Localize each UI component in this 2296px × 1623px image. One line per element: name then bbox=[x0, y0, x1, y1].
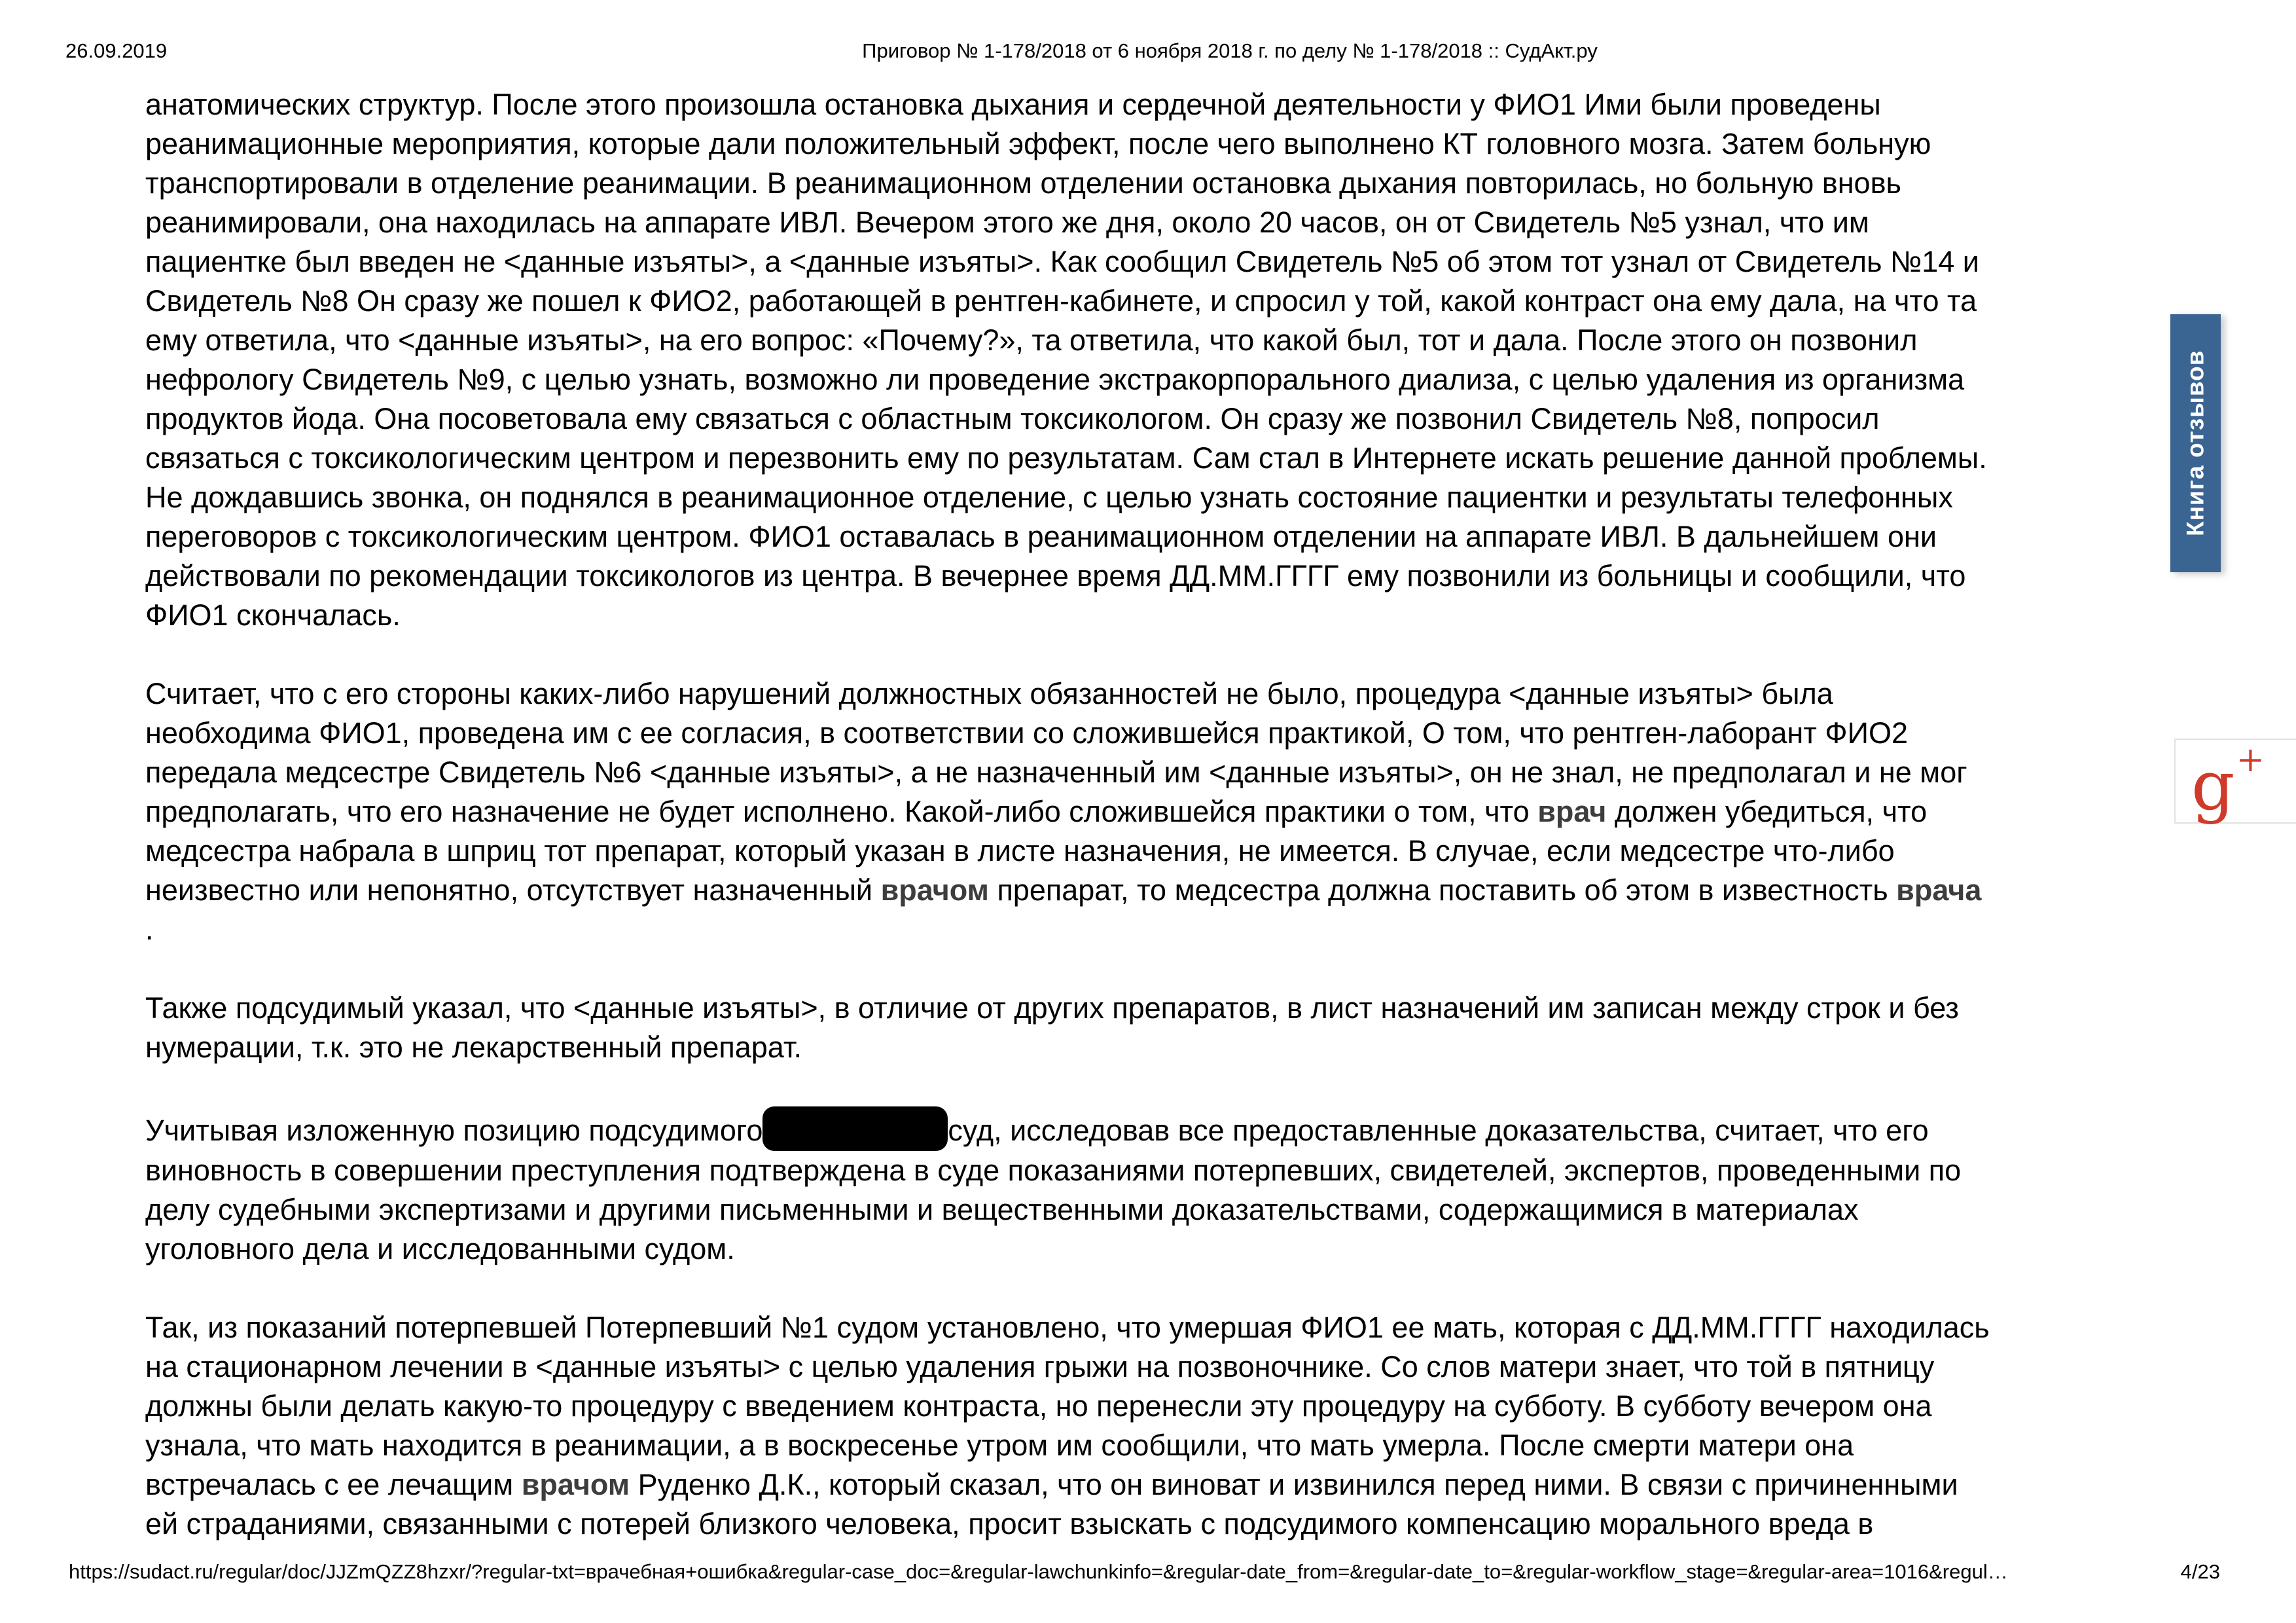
text-line bbox=[145, 124, 2148, 164]
text-segment: нефрологу Свидетель №9, с целью узнать, возможно ли проведение экстракорпорального диализа, с целью удаления из организма bbox=[145, 363, 1965, 396]
text-line bbox=[145, 1308, 2148, 1347]
text-segment: связаться с токсикологическим центром и перезвонить ему по результатам. Сам стал в Интернете искать решение данной проблемы. bbox=[145, 441, 1987, 475]
text-line bbox=[145, 1230, 2148, 1269]
highlighted-term: врачом bbox=[880, 873, 989, 907]
text-line bbox=[145, 242, 2148, 282]
text-line bbox=[145, 282, 2148, 321]
text-segment: уголовного дела и исследованными судом. bbox=[145, 1232, 735, 1266]
text-line bbox=[145, 203, 2148, 242]
text-segment: Не дождавшись звонка, он поднялся в реанимационное отделение, с целью узнать состояние пациентки и результаты телефонных bbox=[145, 481, 1953, 514]
page-number: 4/23 bbox=[2180, 1560, 2220, 1583]
text-line bbox=[145, 1347, 2148, 1387]
page-title: Приговор № 1-178/2018 от 6 ноября 2018 г. по делу № 1-178/2018 :: СудАкт.ру bbox=[862, 39, 1598, 62]
text-segment: действовали по рекомендации токсикологов из центра. В вечернее время ДД.ММ.ГГГГ ему позвонили из больницы и сообщили, что bbox=[145, 559, 1966, 593]
text-segment: предполагать, что его назначение не будет исполнено. Какой-либо сложившейся практики о том, что bbox=[145, 795, 1538, 828]
document-body bbox=[145, 85, 2148, 1583]
paragraph-5 bbox=[145, 1308, 2148, 1544]
text-segment: реанимационные мероприятия, которые дали положительный эффект, после чего выполнено КТ головного мозга. Затем больную bbox=[145, 127, 1931, 160]
text-segment: встречалась с ее лечащим bbox=[145, 1468, 522, 1501]
highlighted-term: врачом bbox=[521, 1468, 630, 1501]
text-segment: нумерации, т.к. это не лекарственный препарат. bbox=[145, 1030, 802, 1064]
text-line bbox=[145, 753, 2148, 792]
text-segment: Учитывая изложенную позицию подсудимого bbox=[145, 1114, 763, 1147]
text-segment: анатомических структур. После этого произошла остановка дыхания и сердечной деятельности у ФИО1 Ими были проведены bbox=[145, 88, 1881, 121]
text-line bbox=[145, 478, 2148, 517]
text-segment: ему ответила, что <данные изъяты>, на его вопрос: «Почему?», та ответила, что какой был, тот и дала. После этого он позвонил bbox=[145, 323, 1918, 357]
text-line bbox=[145, 399, 2148, 439]
text-line bbox=[145, 1426, 2148, 1465]
text-segment: должен убедиться, что bbox=[1606, 795, 1928, 828]
text-line bbox=[145, 164, 2148, 203]
text-line bbox=[145, 85, 2148, 124]
paragraph-4 bbox=[145, 1106, 2148, 1269]
text-segment: пациентке был введен не <данные изъяты>, а <данные изъяты>. Как сообщил Свидетель №5 об этом тот узнал от Свидетель №14 и bbox=[145, 245, 1979, 278]
text-line bbox=[145, 1151, 2148, 1190]
text-line bbox=[145, 989, 2148, 1028]
text-line bbox=[145, 1504, 2148, 1544]
print-date: 26.09.2019 bbox=[65, 39, 168, 62]
text-line bbox=[145, 1106, 2148, 1151]
google-plus-share-box[interactable] bbox=[2174, 739, 2296, 824]
text-segment: необходима ФИО1, проведена им с ее согласия, в соответствии со сложившейся практикой, О том, что рентген-лаборант ФИО2 bbox=[145, 716, 1908, 750]
feedback-book-tab[interactable]: Книга отзывов bbox=[2170, 314, 2221, 572]
paragraph-3 bbox=[145, 989, 2148, 1067]
text-segment: переговоров с токсикологическим центром. ФИО1 оставалась в реанимационном отделении на аппарате ИВЛ. В дальнейшем они bbox=[145, 520, 1937, 553]
text-segment: Руденко Д.К., который сказал, что он виноват и извинился перед ними. В связи с причиненными bbox=[630, 1468, 1958, 1501]
google-plus-icon[interactable]: g+ bbox=[2191, 740, 2265, 826]
text-line bbox=[145, 831, 2148, 871]
paragraph-1 bbox=[145, 85, 2148, 635]
text-line bbox=[145, 674, 2148, 714]
text-line bbox=[145, 439, 2148, 478]
text-line bbox=[145, 517, 2148, 556]
text-segment: на стационарном лечении в <данные изъяты> с целью удаления грыжи на позвоночнике. Со слов матери знает, что той в пятницу bbox=[145, 1350, 1935, 1383]
text-segment: ФИО1 скончалась. bbox=[145, 598, 401, 632]
text-segment: передала медсестре Свидетель №6 <данные изъяты>, а не назначенный им <данные изъяты>, он не знал, не предполагал и не мог bbox=[145, 756, 1967, 789]
highlighted-term: врач bbox=[1537, 795, 1607, 828]
text-line bbox=[145, 1028, 2148, 1067]
text-line bbox=[145, 1465, 2148, 1504]
text-segment: реанимировали, она находилась на аппарате ИВЛ. Вечером этого же дня, около 20 часов, он от Свидетель №5 узнал, что им bbox=[145, 206, 1869, 239]
redaction-box bbox=[762, 1106, 948, 1151]
text-segment: транспортировали в отделение реанимации. В реанимационном отделении остановка дыхания повторилась, но больную вновь bbox=[145, 166, 1901, 200]
highlighted-term: врача bbox=[1896, 873, 1982, 907]
text-segment: должны были делать какую-то процедуру с введением контраста, но перенесли эту процедуру на субботу. В субботу вечером она bbox=[145, 1389, 1932, 1423]
text-line bbox=[145, 556, 2148, 596]
text-line bbox=[145, 871, 2148, 910]
text-segment: препарат, то медсестра должна поставить об этом в известность bbox=[988, 873, 1897, 907]
text-segment: . bbox=[145, 913, 154, 946]
text-segment: узнала, что мать находится в реанимации, а в воскресенье утром им сообщили, что мать умерла. После смерти матери она bbox=[145, 1429, 1854, 1462]
text-line bbox=[145, 360, 2148, 399]
text-segment: неизвестно или непонятно, отсутствует назначенный bbox=[145, 873, 881, 907]
text-segment: Считает, что с его стороны каких-либо нарушений должностных обязанностей не было, процедура <данные изъяты> была bbox=[145, 677, 1833, 710]
text-line bbox=[145, 714, 2148, 753]
text-segment: делу судебными экспертизами и другими письменными и вещественными доказательствами, содержащимися в материалах bbox=[145, 1193, 1859, 1226]
text-segment: продуктов йода. Она посоветовала ему связаться с областным токсикологом. Он сразу же позвонил Свидетель №8, попросил bbox=[145, 402, 1880, 435]
text-segment: Также подсудимый указал, что <данные изъяты>, в отличие от других препаратов, в лист назначений им записан между строк и без bbox=[145, 991, 1959, 1025]
text-segment: Так, из показаний потерпевшей Потерпевший №1 судом установлено, что умершая ФИО1 ее мать, которая с ДД.ММ.ГГГГ находилась bbox=[145, 1311, 1990, 1344]
text-segment: ей страданиями, связанными с потерей близкого человека, просит взыскать с подсудимого компенсацию морального вреда в bbox=[145, 1507, 1874, 1541]
text-line bbox=[145, 792, 2148, 831]
paragraph-2 bbox=[145, 674, 2148, 949]
text-line bbox=[145, 910, 2148, 949]
text-line bbox=[145, 321, 2148, 360]
text-segment: медсестра набрала в шприц тот препарат, который указан в листе назначения, не имеется. В случае, если медсестре что-либо bbox=[145, 834, 1895, 867]
text-line bbox=[145, 1190, 2148, 1230]
text-line bbox=[145, 596, 2148, 635]
text-segment: суд, исследовав все предоставленные доказательства, считает, что его bbox=[948, 1114, 1929, 1147]
text-segment: Свидетель №8 Он сразу же пошел к ФИО2, работающей в рентген-кабинете, и спросил у той, какой контраст она ему дала, на что та bbox=[145, 284, 1977, 318]
text-line bbox=[145, 1387, 2148, 1426]
text-segment: виновность в совершении преступления подтверждена в суде показаниями потерпевших, свидетелей, экспертов, проведенными по bbox=[145, 1154, 1962, 1187]
source-url: https://sudact.ru/regular/doc/JJZmQZZ8hzxr/?regular-txt=врачебная+ошибка&regular-case_doc=&regular-lawchunkinfo=&regular-date_from=&regular-date_to=&regular-workflow_stage=&regular-area=1016&regul… bbox=[69, 1560, 2008, 1583]
